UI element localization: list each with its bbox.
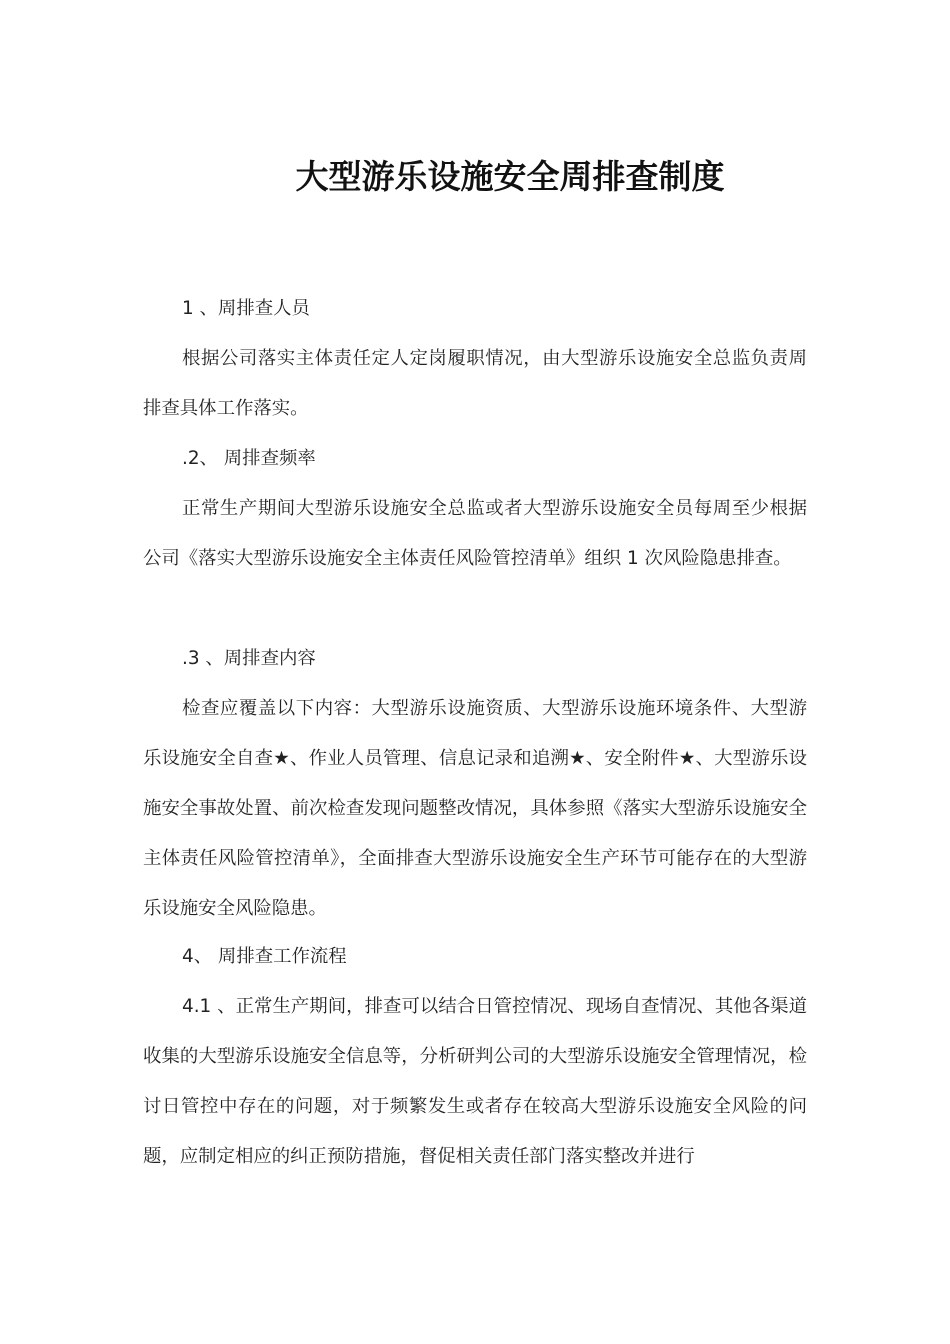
section-heading-3: .3 、周排查内容 bbox=[182, 648, 316, 669]
section-paragraph-1 bbox=[143, 334, 807, 434]
paragraph-text: 4.1 、正常生产期间，排查可以结合日管控情况、现场自查情况、其他各渠道收集的大型游乐设施安全信息等，分析研判公司的大型游乐设施安全管理情况，检讨日管控中存在的问题，对于频繁发生或者存在较高大型游乐设施安全风险的问题，应制定相应的纠正预防措施，督促相关责任部门落实整改并进行 bbox=[143, 996, 807, 1167]
section-heading-2: .2、 周排查频率 bbox=[182, 448, 316, 469]
paragraph-text: 检查应覆盖以下内容：大型游乐设施资质、大型游乐设施环境条件、大型游乐设施安全自查★、作业人员管理、信息记录和追溯★、安全附件★、大型游乐设施安全事故处置、前次检查发现问题整改情况，具体参照《落实大型游乐设施安全主体责任风险管控清单》，全面排查大型游乐设施安全生产环节可能存在的大型游乐设施安全风险隐患。 bbox=[143, 698, 807, 919]
paragraph-text: 正常生产期间大型游乐设施安全总监或者大型游乐设施安全员每周至少根据公司《落实大型游乐设施安全主体责任风险管控清单》组织 1 次风险隐患排查。 bbox=[143, 498, 807, 569]
section-paragraph-3 bbox=[143, 684, 807, 934]
section-heading-4: 4、 周排查工作流程 bbox=[182, 946, 347, 967]
document-title: 大型游乐设施安全周排查制度 bbox=[295, 157, 725, 196]
section-paragraph-2 bbox=[143, 484, 807, 584]
paragraph-text: 根据公司落实主体责任定人定岗履职情况，由大型游乐设施安全总监负责周排查具体工作落实。 bbox=[143, 348, 807, 419]
section-paragraph-4 bbox=[143, 982, 807, 1182]
section-heading-1: 1 、周排查人员 bbox=[182, 298, 310, 319]
